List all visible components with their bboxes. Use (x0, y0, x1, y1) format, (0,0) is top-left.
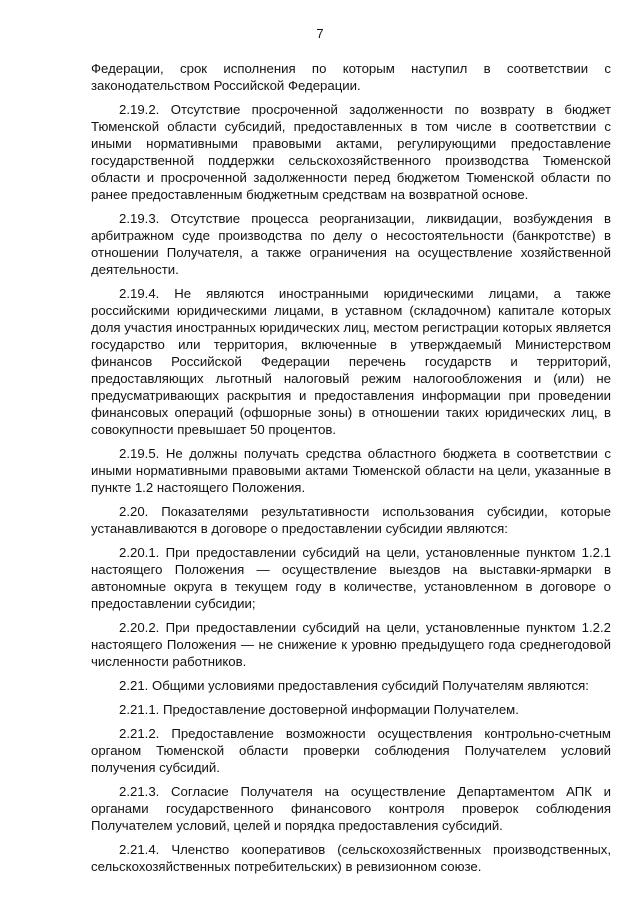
document-body (91, 60, 611, 882)
paragraph-2-19-3: 2.19.3. Отсутствие процесса реорганизации, ликвидации, возбуждения в арбитражном суде производства по делу о несостоятельности (банкротстве) в отношении Получателя, а также ограничения на осуществление хозяйственной деятельности. (91, 211, 611, 277)
paragraph-2-19-2: 2.19.2. Отсутствие просроченной задолженности по возврату в бюджет Тюменской области субсидий, предоставленных в том числе в соответствии с иными нормативными правовыми актами, регулирующими предоставление государственной поддержки сельскохозяйственного производства Тюменской области и просроченной задолженности перед бюджетом Тюменской области по ранее предоставленным бюджетным средствам на возвратной основе. (91, 102, 611, 202)
paragraph-2-21-2: 2.21.2. Предоставление возможности осуществления контрольно-счетным органом Тюменской области проверки соблюдения Получателем условий получения субсидий. (91, 726, 611, 775)
paragraph-2-21-4: 2.21.4. Членство кооперативов (сельскохозяйственных производственных, сельскохозяйственных потребительских) в ревизионном союзе. (91, 842, 611, 874)
paragraph-2-19-5: 2.19.5. Не должны получать средства областного бюджета в соответствии с иными нормативными правовыми актами Тюменской области на цели, указанные в пункте 1.2 настоящего Положения. (91, 446, 611, 495)
paragraph-2-21-1: 2.21.1. Предоставление достоверной информации Получателем. (119, 702, 519, 717)
paragraph-2-20: 2.20. Показателями результативности использования субсидии, которые устанавливаются в договоре о предоставлении субсидии являются: (91, 504, 611, 536)
paragraph-2-20-1: 2.20.1. При предоставлении субсидий на цели, установленные пунктом 1.2.1 настоящего Положения — осуществление выездов на выставки-ярмарки в автономные округа в текущем году в количестве, установленном в договоре о предоставлении субсидии; (91, 545, 611, 611)
paragraph-2-19-4: 2.19.4. Не являются иностранными юридическими лицами, а также российскими юридическими лицами, в уставном (складочном) капитале которых доля участия иностранных юридических лиц, местом регистрации которых является государство или территория, включенные в утверждаемый Министерством финансов Российской Федерации перечень государств и территорий, предоставляющих льготный налоговый режим налогообложения и (или) не предусматривающих раскрытия и предоставления информации при проведении финансовых операций (офшорные зоны) в отношении таких юридических лиц, в совокупности превышает 50 процентов. (91, 286, 611, 437)
paragraph-2-20-2: 2.20.2. При предоставлении субсидий на цели, установленные пунктом 1.2.2 настоящего Положения — не снижение к уровню предыдущего года среднегодовой численности работников. (91, 620, 611, 669)
paragraph-continuation: Федерации, срок исполнения по которым наступил в соответствии с законодательством Российской Федерации. (91, 61, 611, 93)
paragraph-2-21-3: 2.21.3. Согласие Получателя на осуществление Департаментом АПК и органами государственного финансового контроля проверок соблюдения Получателем условий, целей и порядка предоставления субсидий. (91, 784, 611, 833)
paragraph-2-21: 2.21. Общими условиями предоставления субсидий Получателям являются: (119, 678, 589, 693)
page-number: 7 (316, 26, 324, 41)
